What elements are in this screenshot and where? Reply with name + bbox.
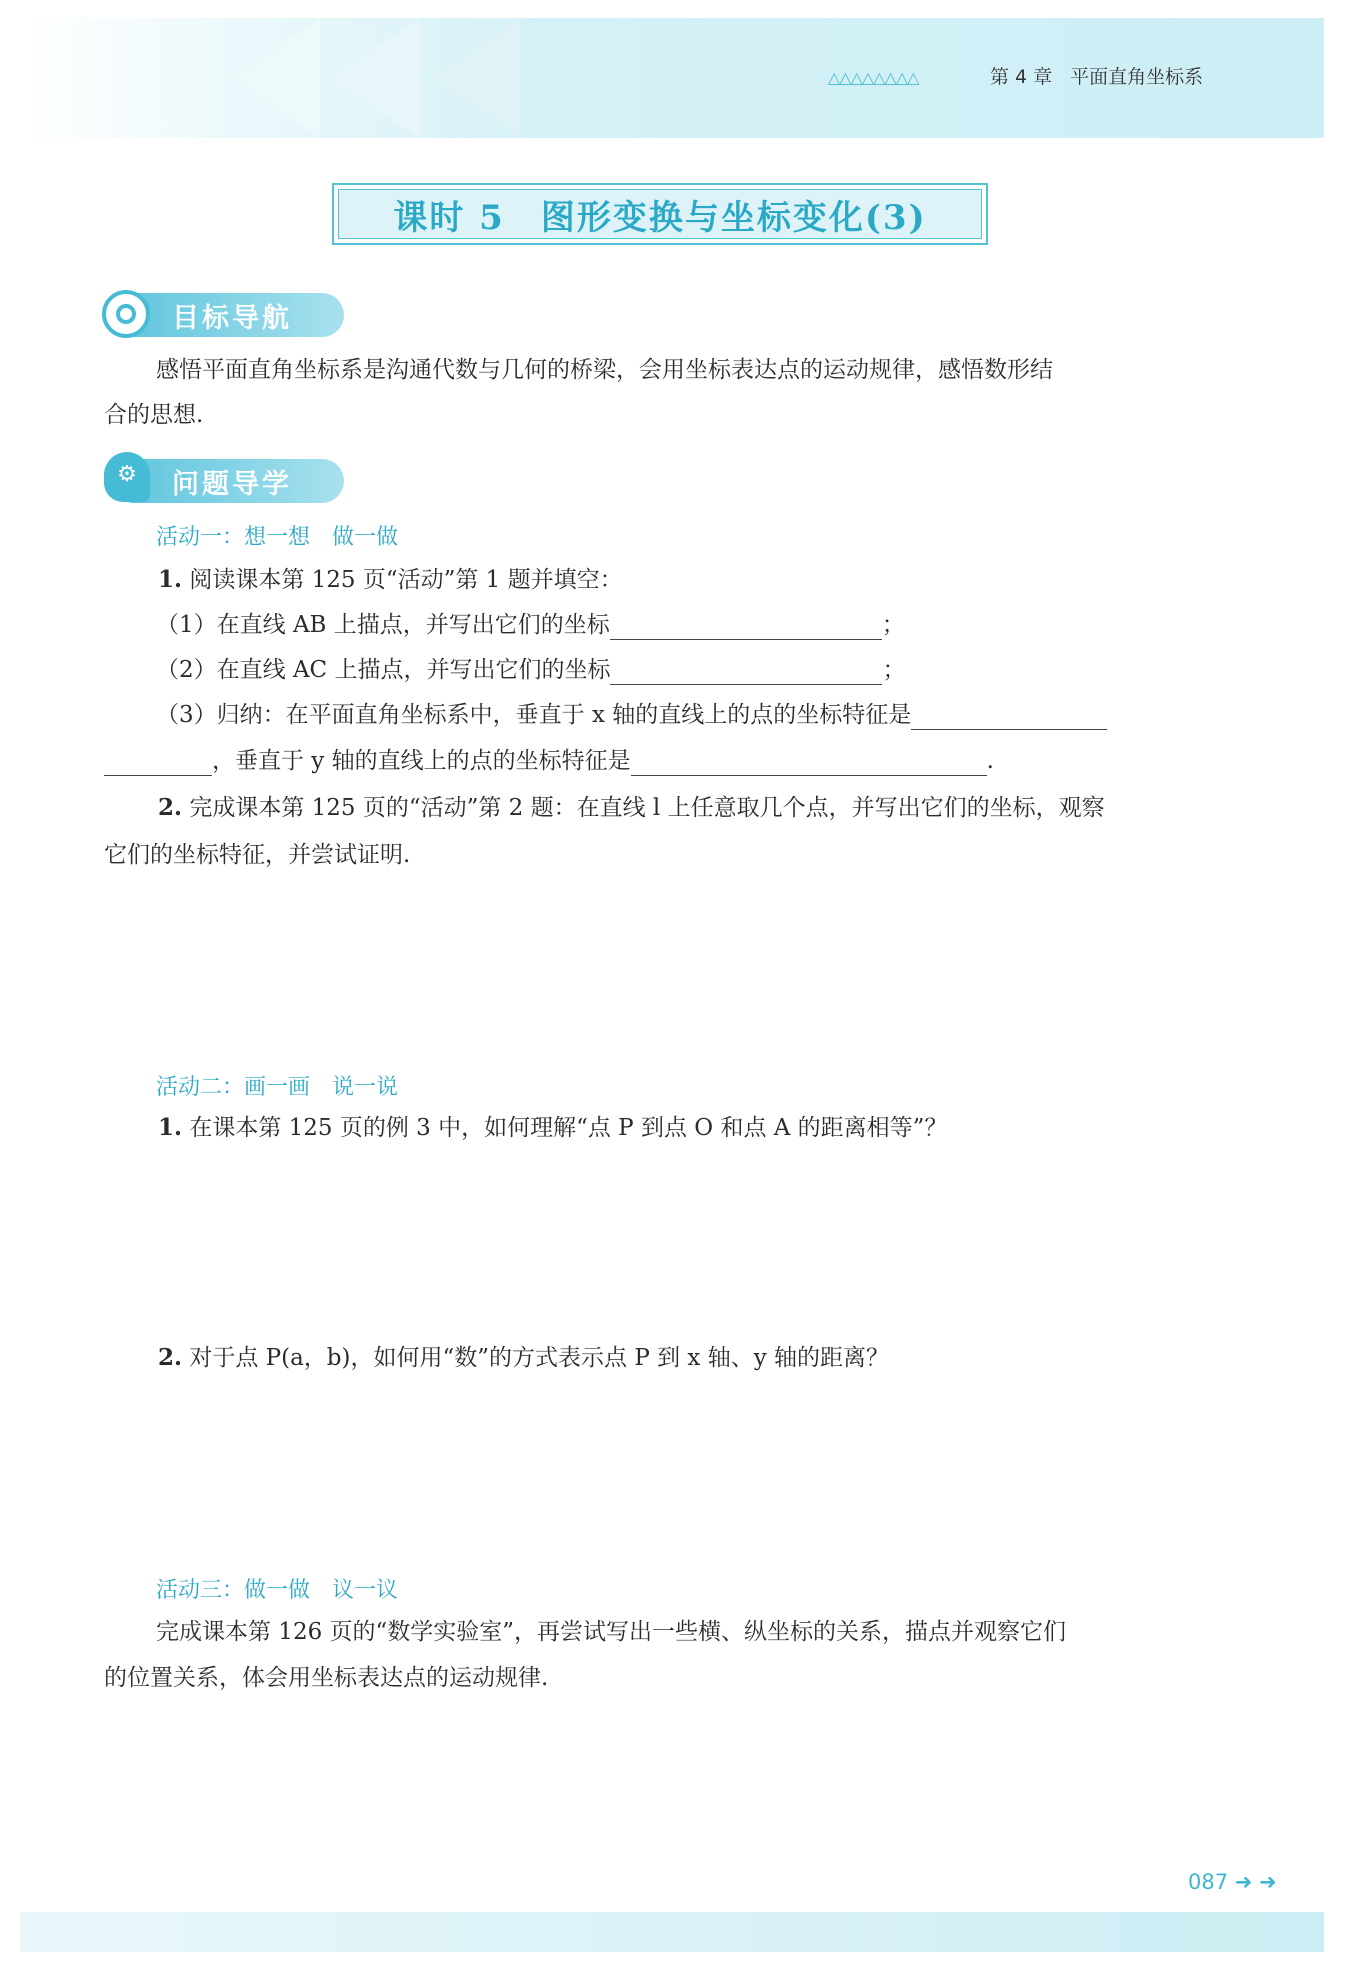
activity2-question2: 2. 对于点 P(a，b)，如何用“数”的方式表示点 P 到 x 轴、y 轴的距离？ (158, 1344, 890, 1371)
header-chevron-decoration (230, 18, 320, 138)
section-label-goals: 目标导航 (172, 303, 292, 334)
answer-blank[interactable] (631, 749, 987, 776)
activity3-text-line2: 的位置关系，体会用坐标表达点的运动规律. (104, 1665, 549, 1691)
activity2-question1: 1. 在课本第 125 页的例 3 中，如何理解“点 P 到点 O 和点 A 的距离相等”？ (158, 1114, 948, 1141)
activity1-q1-part3: （3）归纳：在平面直角坐标系中，垂直于 x 轴的直线上的点的坐标特征是 (156, 700, 1107, 730)
chapter-heading (990, 62, 1221, 89)
chapter-title: 平面直角坐标系 (1070, 66, 1204, 88)
activity3-text-line1: 完成课本第 126 页的“数学实验室”，再尝试写出一些横、纵坐标的关系，描点并观察它们 (156, 1619, 1067, 1645)
header-chevron-decoration (330, 18, 420, 138)
page-number: 087 ➜ ➜ (1188, 1870, 1277, 1894)
activity1-q1-part3-cont: ，垂直于 y 轴的直线上的点的坐标特征是 . (104, 746, 994, 776)
activity1-q1-part1: （1）在直线 AB 上描点，并写出它们的坐标 ； (156, 612, 905, 638)
activity1-question2-line2: 它们的坐标特征，并尝试证明. (104, 842, 411, 868)
footer-band (20, 1912, 1324, 1952)
lesson-title-box (332, 183, 988, 245)
lesson-topic: 图形变换与坐标变化(3) (540, 197, 927, 238)
head-gear-icon: ⚙ (104, 452, 150, 502)
goal-text-line1: 感悟平面直角坐标系是沟通代数与几何的桥梁，会用坐标表达点的运动规律，感悟数形结 (156, 357, 1053, 383)
section-label-guided: 问题导学 (172, 469, 292, 500)
chapter-number: 第 4 章 (990, 66, 1053, 88)
lesson-number: 课时 5 (393, 197, 505, 238)
activity3-title: 活动三：做一做 议一议 (156, 1578, 399, 1603)
header-chevron-decoration (430, 18, 520, 138)
activity1-title: 活动一：想一想 做一做 (156, 525, 399, 550)
header-mountain-decoration: △△△△△△△△ (828, 68, 919, 87)
goal-text-line2: 合的思想. (104, 402, 204, 428)
arrow-icon: ➜ ➜ (1234, 1870, 1277, 1894)
lesson-title (338, 189, 982, 239)
answer-blank[interactable] (610, 658, 882, 685)
target-icon (102, 290, 150, 338)
activity1-q1-part2: （2）在直线 AC 上描点，并写出它们的坐标 ； (156, 657, 906, 683)
answer-blank[interactable] (610, 613, 882, 640)
activity1-question2-line1: 2. 完成课本第 125 页的“活动”第 2 题：在直线 l 上任意取几个点，并写出它们的坐标，观察 (158, 794, 1105, 821)
activity1-question1: 1. 阅读课本第 125 页“活动”第 1 题并填空： (158, 566, 623, 593)
answer-blank[interactable] (104, 749, 212, 776)
activity2-title: 活动二：画一画 说一说 (156, 1075, 399, 1100)
answer-blank[interactable] (911, 703, 1107, 730)
